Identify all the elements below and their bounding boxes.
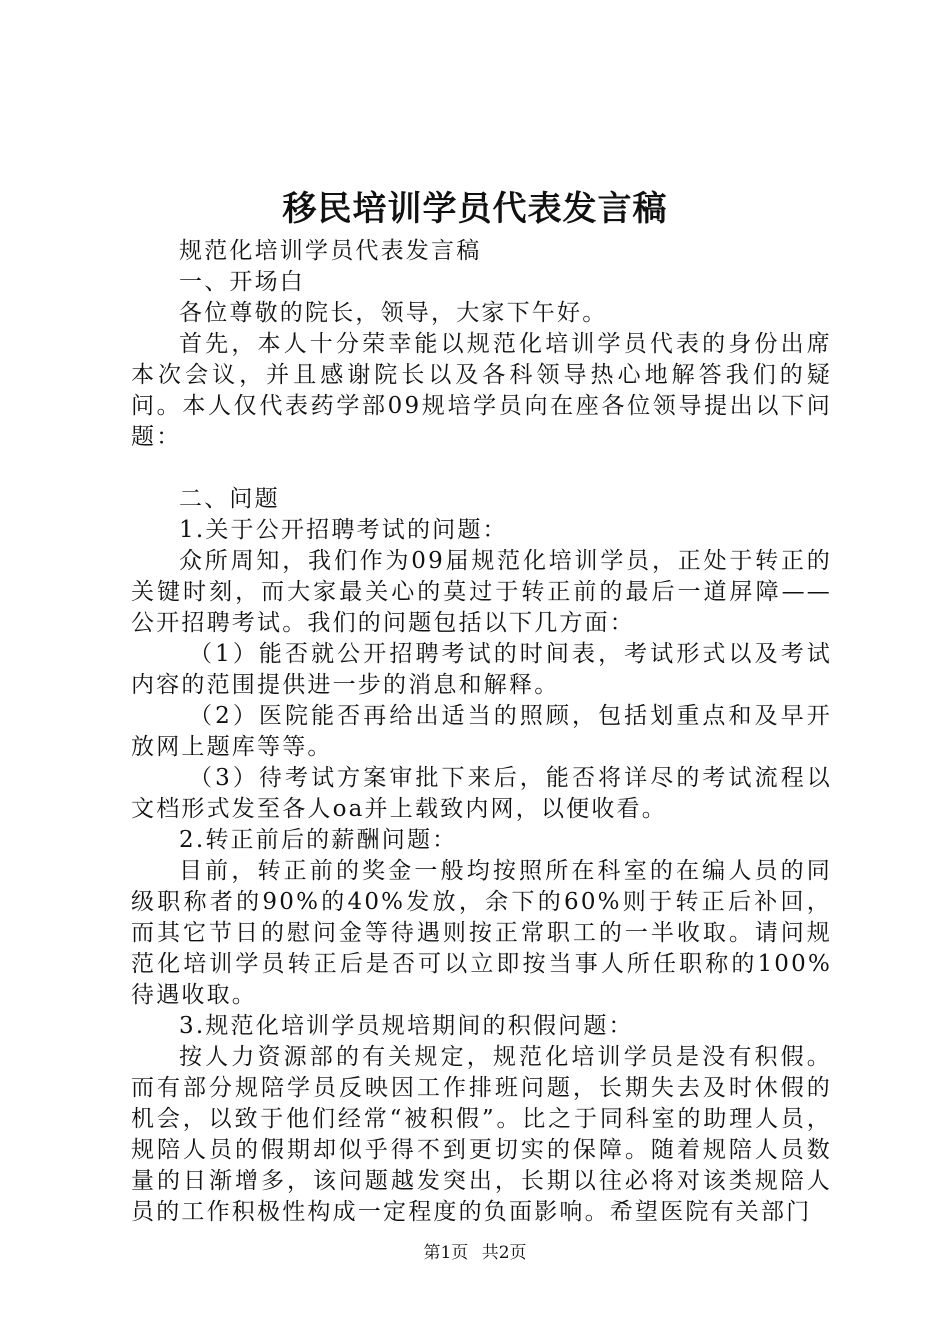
paragraph-question-heading: 1.关于公开招聘考试的问题： — [179, 517, 508, 543]
paragraph-greeting: 各位尊敬的院长，领导，大家下午好。 — [179, 300, 608, 326]
paragraph-section-heading: 一、开场白 — [179, 269, 305, 295]
paragraph-body: 按人力资源部的有关规定，规范化培训学员是没有积假。而有部分规陪学员反映因工作排班问题，长期失去及时休假的机会，以致于他们经常“被积假”。比之于同科室的助理人员，规陪人员的假期却似乎得不到更切实的保障。随着规陪人员数量的日渐增多，该问题越发突出，长期以往必将对该类规陪人员的工作积极性构成一定程度的负面影响。希望医院有关部门 — [131, 1044, 832, 1225]
paragraph-section-heading: 二、问题 — [179, 486, 280, 512]
page-number: 第1页 — [423, 1243, 469, 1263]
document-body — [131, 236, 832, 1228]
paragraph-list-item: （3）待考试方案审批下来后，能否将详尽的考试流程以文档形式发至各人oa并上载致内网，以便收看。 — [131, 765, 832, 822]
paragraph-intro: 首先，本人十分荣幸能以规范化培训学员代表的身份出席本次会议，并且感谢院长以及各科领导热心地解答我们的疑问。本人仅代表药学部09规培学员向在座各位领导提出以下问题： — [131, 331, 832, 450]
paragraph-question-heading: 2.转正前后的薪酬问题： — [179, 827, 458, 853]
paragraph-body: 众所周知，我们作为09届规范化培训学员，正处于转正的关键时刻，而大家最关心的莫过于转正前的最后一道屏障——公开招聘考试。我们的问题包括以下几方面： — [131, 548, 832, 636]
paragraph-subtitle: 规范化培训学员代表发言稿 — [179, 238, 482, 264]
page-footer — [0, 1240, 950, 1266]
paragraph-question-heading: 3.规范化培训学员规培期间的积假问题： — [179, 1013, 634, 1039]
paragraph-list-item: （1）能否就公开招聘考试的时间表，考试形式以及考试内容的范围提供进一步的消息和解释。 — [131, 641, 832, 698]
page-total: 共2页 — [481, 1243, 527, 1263]
paragraph-list-item: （2）医院能否再给出适当的照顾，包括划重点和及早开放网上题库等等。 — [131, 703, 832, 760]
paragraph-blank — [131, 453, 832, 484]
paragraph-body: 目前，转正前的奖金一般均按照所在科室的在编人员的同级职称者的90%的40%发放，余下的60%则于转正后补回，而其它节日的慰问金等待遇则按正常职工的一半收取。请问规范化培训学员转正后是否可以立即按当事人所任职称的100%待遇收取。 — [131, 858, 832, 1008]
document-title: 移民培训学员代表发言稿 — [282, 189, 668, 229]
